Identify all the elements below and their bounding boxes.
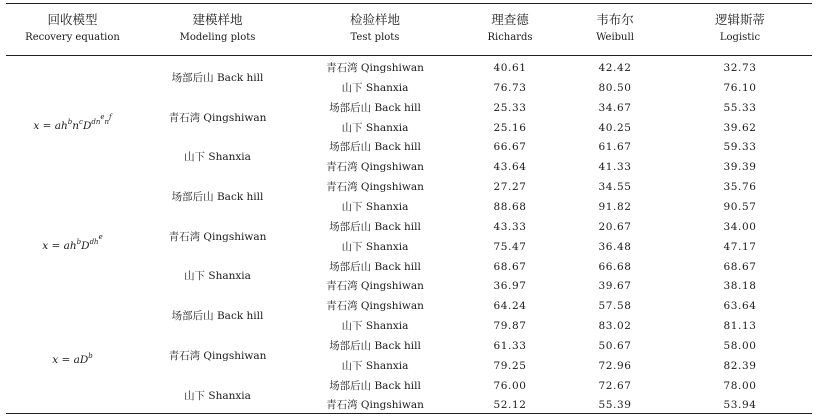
test-plot: 山下 Shanxia xyxy=(341,81,409,94)
logistic-value: 55.33 xyxy=(723,101,757,114)
richards-value: 75.47 xyxy=(493,240,527,253)
logistic-value: 53.94 xyxy=(723,399,757,412)
richards-value: 88.68 xyxy=(493,200,527,213)
richards-value: 52.12 xyxy=(493,399,527,412)
logistic-value: 90.57 xyxy=(723,200,757,213)
logistic-value: 82.39 xyxy=(723,359,757,372)
bottom-rule xyxy=(6,413,812,414)
weibull-value: 40.25 xyxy=(598,121,632,134)
weibull-value: 91.82 xyxy=(598,200,632,213)
richards-value: 68.67 xyxy=(493,260,527,273)
header-modeling-zh: 建模样地 xyxy=(192,12,243,27)
logistic-value: 39.62 xyxy=(723,121,757,134)
weibull-value: 39.67 xyxy=(598,280,632,293)
header-model-zh: 回收模型 xyxy=(47,12,98,27)
weibull-value: 50.67 xyxy=(598,339,632,352)
equation-1: $x = ah^bn^cD^{dn^en^f}$ xyxy=(33,113,112,132)
richards-value: 36.97 xyxy=(493,280,527,293)
logistic-value: 59.33 xyxy=(723,141,757,154)
weibull-value: 66.68 xyxy=(598,260,632,273)
weibull-value: 72.67 xyxy=(598,379,632,392)
modeling-plot: 山下 Shanxia xyxy=(184,389,251,402)
modeling-plot: 青石湾 Qingshiwan xyxy=(168,230,267,243)
logistic-value: 76.10 xyxy=(723,81,757,94)
test-plot: 青石湾 Qingshiwan xyxy=(326,161,424,174)
test-plot: 场部后山 Back hill xyxy=(329,339,421,352)
test-plot: 山下 Shanxia xyxy=(341,320,409,333)
header-logistic-zh: 逻辑斯蒂 xyxy=(714,12,765,27)
weibull-value: 41.33 xyxy=(598,161,632,174)
header-richards-en: Richards xyxy=(487,32,533,43)
logistic-value: 58.00 xyxy=(723,339,757,352)
modeling-plot: 场部后山 Back hill xyxy=(171,191,264,204)
weibull-value: 42.42 xyxy=(598,62,632,74)
weibull-value: 34.67 xyxy=(598,101,632,114)
test-plot: 场部后山 Back hill xyxy=(329,260,421,273)
test-plot: 青石湾 Qingshiwan xyxy=(326,181,424,194)
richards-value: 25.16 xyxy=(493,121,527,134)
test-plot: 场部后山 Back hill xyxy=(329,141,421,154)
header-weibull-zh: 韦布尔 xyxy=(596,12,634,27)
modeling-plot: 青石湾 Qingshiwan xyxy=(168,111,267,124)
logistic-value: 39.39 xyxy=(723,161,757,174)
logistic-value: 63.64 xyxy=(723,300,757,313)
test-plot: 青石湾 Qingshiwan xyxy=(326,399,424,412)
logistic-value: 34.00 xyxy=(723,220,757,233)
richards-value: 25.33 xyxy=(493,101,527,114)
test-plot: 青石湾 Qingshiwan xyxy=(326,300,424,313)
richards-value: 66.67 xyxy=(493,141,527,154)
modeling-plot: 山下 Shanxia xyxy=(184,151,251,164)
weibull-value: 72.96 xyxy=(598,359,632,372)
test-plot: 山下 Shanxia xyxy=(341,121,409,134)
header-weibull-en: Weibull xyxy=(596,32,634,43)
test-plot: 场部后山 Back hill xyxy=(329,101,421,114)
test-plot: 青石湾 Qingshiwan xyxy=(326,280,424,293)
top-rule xyxy=(6,3,812,4)
weibull-value: 55.39 xyxy=(598,399,632,412)
richards-value: 43.64 xyxy=(493,161,527,174)
richards-value: 76.00 xyxy=(493,379,527,392)
test-plot: 山下 Shanxia xyxy=(341,359,409,372)
modeling-plot: 场部后山 Back hill xyxy=(171,310,264,323)
header-test-en: Test plots xyxy=(350,32,400,43)
logistic-value: 81.13 xyxy=(723,320,757,333)
logistic-value: 78.00 xyxy=(723,379,757,392)
modeling-plot: 场部后山 Back hill xyxy=(171,71,264,84)
header-model-en: Recovery equation xyxy=(25,32,120,43)
test-plot: 场部后山 Back hill xyxy=(329,220,421,233)
weibull-value: 80.50 xyxy=(598,81,632,94)
header-test-zh: 检验样地 xyxy=(349,12,400,27)
richards-value: 61.33 xyxy=(493,339,527,352)
weibull-value: 36.48 xyxy=(598,240,632,253)
test-plot: 山下 Shanxia xyxy=(341,240,409,253)
header-logistic-en: Logistic xyxy=(719,32,761,43)
weibull-value: 83.02 xyxy=(598,320,632,333)
equation-3: $x = aD^b$ xyxy=(52,352,93,366)
logistic-value: 68.67 xyxy=(723,260,757,273)
richards-value: 79.87 xyxy=(493,320,527,333)
weibull-value: 34.55 xyxy=(598,181,632,194)
richards-value: 76.73 xyxy=(493,81,527,94)
header-rule xyxy=(6,55,812,56)
logistic-value: 35.76 xyxy=(723,181,757,194)
modeling-plot: 山下 Shanxia xyxy=(184,270,251,283)
weibull-value: 57.58 xyxy=(598,300,632,313)
richards-value: 27.27 xyxy=(493,181,527,194)
logistic-value: 47.17 xyxy=(723,240,757,253)
test-plot: 山下 Shanxia xyxy=(341,200,409,213)
weibull-value: 61.67 xyxy=(598,141,632,154)
header-richards-zh: 理查德 xyxy=(491,12,529,27)
richards-value: 40.61 xyxy=(493,62,527,74)
logistic-value: 32.73 xyxy=(723,62,757,74)
weibull-value: 20.67 xyxy=(598,220,632,233)
richards-value: 43.33 xyxy=(493,220,527,233)
logistic-value: 38.18 xyxy=(723,280,757,293)
test-plot: 青石湾 Qingshiwan xyxy=(326,62,424,74)
header-modeling-en: Modeling plots xyxy=(179,32,256,43)
test-plot: 场部后山 Back hill xyxy=(329,379,421,392)
richards-value: 79.25 xyxy=(493,359,527,372)
modeling-plot: 青石湾 Qingshiwan xyxy=(168,349,267,362)
richards-value: 64.24 xyxy=(493,300,527,313)
equation-2: $x = ah^bD^{dh^e}$ xyxy=(42,233,103,252)
